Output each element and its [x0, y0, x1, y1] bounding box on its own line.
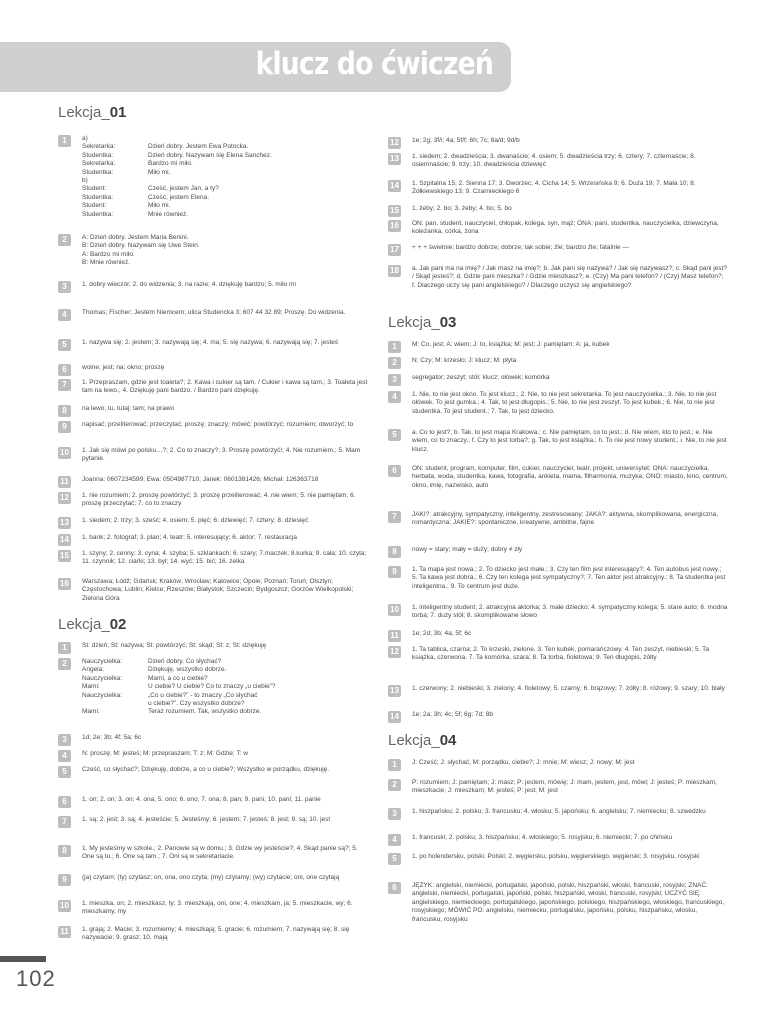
exercise: [58, 281, 370, 289]
exercise-number: 9: [58, 421, 71, 433]
exercise-number: 10: [58, 900, 71, 912]
exercise-answer: nowy = stary; mały = duży; dobry ≠ zły: [412, 546, 523, 553]
exercise-number: 16: [58, 578, 71, 590]
exercise: [388, 834, 728, 842]
exercise-answer: a. Co to jest?; b. Tak, to jest mapa Krakowa.; c. Nie pamiętam, co to jest.; d. Nie wiem, kto to jest.; e. Nie wiem, co to znaczy.; f. Czy to jest torba?; g. Tak, to jest książka.; h. To nie jest nowy student.; i. Nie, to nie jest klucz.: [412, 429, 727, 453]
exercise: [58, 364, 370, 372]
exercise: [388, 391, 728, 416]
exercise: [388, 374, 728, 382]
exercise-answer: 1. czerwony; 2. niebieski; 3. zielony; 4. fioletowy; 5. czarny; 6. brązowy; 7. żółty; 8. różowy; 9. szary; 10. biały: [412, 685, 725, 692]
exercise-answer: 1. Nie, to nie jest okno. To jest klucz.; 2. Nie, to nie jest sekretarka. To jest nauczycielka.; 3. Nie, to nie jest ołówek. To jest gumka.; 4. Tak, to jest długopis.; 5. Nie, to nie jest zeszyt. To jest kubek.; 6. Nie, to nie jest studentka. To jest student.; 7. Tak, to jest dziecko.: [412, 391, 717, 415]
exercise: [58, 379, 370, 396]
exercise-answer: wolne; jest; na; okno; proszę: [82, 364, 165, 371]
exercise-answer: 1. inteligentny student; 2. atrakcyjna aktorka; 3. małe dziecko; 4. sympatyczny kolega; 5. stare auto; 6. modna torba; 7. duży stół; 8. skomplikowane słowo: [412, 604, 728, 620]
exercise-answer: na lewo; tu, tutaj; tam; na prawo: [82, 405, 175, 412]
exercise-answer: 1. żeby; 2. bo; 3. żeby; 4. bo; 5. bo: [412, 205, 512, 212]
exercise: [58, 447, 370, 464]
exercise-answer: JAKI?: atrakcyjny, sympatyczny, inteligentny, zestresowany; JAKA?: aktywna, skomplikowana, energiczna, romantyczna; JAKIE?: spontaniczne, kreatywne, ambitne, fajne: [412, 511, 718, 527]
exercise-number: 17: [388, 244, 401, 256]
exercise-answer: ON: student, program, komputer, film, cukier, nauczyciel, teatr, projekt, uniwersytet; ONA: nauczycielka, herbata, woda, studentka, kawa, fotografia, ankieta, mama, filharmonia, muzyka; ONO: miasto, kino, centrum, okno, imię, nazwisko, auto: [412, 465, 728, 489]
exercise-number: 4: [58, 309, 71, 321]
exercise: [388, 220, 728, 237]
exercise: [58, 135, 370, 219]
exercise: [58, 309, 370, 317]
exercise-number: 3: [388, 374, 401, 386]
exercise-answer: 1. szyny; 2. cenny; 3. cyna; 4. szyba; 5. szklankach; 6. szary; 7.maczek; 8.kurka; 9. cała; 10. czyta; 11. czynnik; 12. ciarki; 13. był; 14. wyć; 15. bić; 16. żelka: [82, 550, 367, 566]
lesson-03-heading: Lekcja_03: [388, 314, 457, 331]
exercise-number: 5: [58, 339, 71, 351]
exercise-number: 12: [58, 492, 71, 504]
exercise: [388, 465, 728, 490]
exercise-answer: 1. nie rozumiem; 2. proszę powtórzyć; 3. proszę przeliterować; 4. nie wiem; 5. nie pamiętam; 6. proszę przeczytać; 7. co to znaczy: [82, 492, 356, 508]
exercise-answer: (ja) czytam; (ty) czytasz; on, ona, ono czyta; (my) czytamy; (wy) czytacie; oni, one czytają: [82, 874, 340, 881]
exercise-answer: 1. bank; 2. fotograf; 3. plan; 4. teatr; 5. interesujący; 6. aktor; 7. restauracja: [82, 534, 297, 541]
exercise-answer: napisać; przeliterować; przeczytać; proszę; znaczy; mówić; powtórzyć; rozumiem; otworzyć; to: [82, 421, 354, 428]
exercise-number: 2: [388, 357, 401, 369]
exercise: [388, 882, 728, 924]
exercise-number: 18: [388, 265, 401, 277]
exercise-number: 9: [388, 566, 401, 578]
exercise-number: 11: [388, 630, 401, 642]
exercise: [58, 405, 370, 413]
exercise-answer: 1. po holendersku, polski. Polski; 2. węgiersku, polsku, węgierskiego, węgierski; 3. rosyjsku, rosyjski: [412, 853, 700, 860]
exercise-answer: 1. siedem; 2. dwadzieścia; 3. dwanaście; 4. osiem; 5. dwadzieścia trzy; 6. cztery; 7. czternaście; 8. osiemnaście; 9. trzy; 10. dwadzieścia dziewięć: [412, 153, 696, 169]
exercise-number: 7: [58, 379, 71, 391]
exercise: [388, 630, 728, 638]
exercise: [388, 566, 728, 591]
exercise: [388, 265, 728, 290]
exercise-answer: 1e; 2d; 3b; 4a; 5f; 6c: [412, 630, 472, 637]
exercise-number: 1: [388, 341, 401, 353]
exercise-answer: N: proszę; M: jesteś; M: przepraszam; T: z; M: Gdzie; T: w: [82, 750, 248, 757]
exercise: [388, 646, 728, 663]
exercise-answer: 1. są; 2. jest; 3. są; 4. jesteście; 5. Jesteśmy; 6. jestem; 7. jesteś; 8. jest; 9. są; 10. jest: [82, 816, 331, 823]
exercise-number: 5: [388, 853, 401, 865]
exercise-number: 15: [58, 550, 71, 562]
exercise-answer: 1e; 2a; 3h; 4c; 5f; 6g; 7d; 8b: [412, 711, 493, 718]
exercise-number: 2: [388, 779, 401, 791]
exercise-answer: 1. nazywa się; 2. jestem; 3. nazywają się; 4. ma; 5. się nazywa; 6. nazywają się; 7. jesteś: [82, 339, 339, 346]
exercise: [58, 796, 370, 804]
exercise: [58, 492, 370, 509]
exercise: [58, 476, 370, 484]
exercise-number: 4: [388, 391, 401, 403]
lesson-01-heading: Lekcja_01: [58, 104, 127, 121]
exercise-answer: 1. My jesteśmy w szkole.; 2. Panowie są w domu.; 3. Gdzie wy jesteście?; 4. Skąd panie są?; 5. One są tu.; 6. One są tam.; 7. Oni są w sekretariacie.: [82, 845, 358, 861]
exercise: [58, 658, 370, 717]
exercise-answer: A: Dzień dobry. Jestem Maria Benini. B: Dzień dobry. Nazywam się Uwe Stein. A: Bardzo mi miło. B: Mnie również.: [82, 234, 200, 267]
exercise-number: 13: [58, 517, 71, 529]
exercise-number: 1: [388, 759, 401, 771]
exercise-number: 6: [388, 465, 401, 477]
exercise-number: 2: [58, 658, 71, 670]
exercise-number: 11: [58, 926, 71, 938]
exercise-answer: 1. Jak się mówi po polsku…?; 2. Co to znaczy?; 3. Proszę powtórzyć!; 4. Nie rozumiem.; 5. Mam pytanie.: [82, 447, 361, 463]
exercise: [58, 874, 370, 882]
banner-title: klucz do ćwiczeń: [255, 46, 493, 82]
exercise-number: 9: [58, 874, 71, 886]
exercise: [58, 550, 370, 567]
exercise-number: 8: [58, 845, 71, 857]
exercise-answer: 1. mieszka, on; 2. mieszkasz, ty; 3. mieszkają, oni, one; 4. mieszkam, ja; 5. mieszkacie, wy; 6. mieszkamy, my: [82, 900, 353, 916]
exercise-answer: 1. Przepraszam, gdzie jest toaleta?; 2. Kawa i cukier są tam. / Cukier i kawa są tam.; 3. Toaleta jest tam na lewo.; 4. Dziękuję pani bardzo. / Bardzo pani dziękuję.: [82, 379, 368, 395]
exercise-number: 14: [388, 180, 401, 192]
exercise-number: 6: [58, 796, 71, 808]
lesson-04-heading: Lekcja_04: [388, 732, 457, 749]
exercise: [58, 845, 370, 862]
exercise-number: 16: [388, 220, 401, 232]
exercise: [388, 808, 728, 816]
exercise-number: 2: [58, 234, 71, 246]
exercise-number: 5: [388, 429, 401, 441]
exercise: [58, 339, 370, 347]
footer-bar: [0, 956, 46, 962]
exercise-number: 13: [388, 685, 401, 697]
exercise: [388, 759, 728, 767]
exercise-answer: a. Jak pani ma na imię? / Jak masz na imię?; b. Jak pani się nazywa? / Jak się nazywasz?; c. Skąd pani jest? / Skąd jesteś?; d. Gdzie pani mieszka? / Gdzie mieszkasz?; e. (Czy) Ma pani telefon? / (Czy) Masz telefon?; f. Dlaczego uczy się pani angielskiego? / Dlaczego uczysz się angielskiego?: [412, 265, 728, 289]
exercise: [58, 534, 370, 542]
exercise-answer: St: dzień; St: nazywa; St: powtórzyć; St: skąd; St: z; St: dziękuję: [82, 642, 267, 649]
exercise-answer: a) Sekretarka: Dzień dobry. Jestem Ewa Potocka. Studentka: Dzień dobry. Nazywam się Elena Sanchez. Sekretarka: Bardzo mi miło. Studentka: Miło mi. b) Student: Cześć, jestem Jan, a ty? Studentka: Cześć, jestem Elena. Student: Miło mi. Studentka: Mnie również.: [82, 135, 272, 218]
exercise: [58, 926, 370, 943]
exercise: [388, 180, 728, 197]
exercise-answer: 1. grają; 2. Macie; 3. rozumiemy; 4. mieszkają; 5. gracie; 6. rozumiem; 7. nazywają się; 8. się nazywacie; 9. grasz; 10. mają: [82, 926, 350, 942]
exercise: [388, 711, 728, 719]
exercise: [58, 234, 370, 268]
exercise-number: 13: [388, 153, 401, 165]
exercise-number: 6: [58, 364, 71, 376]
exercise-answer: 1. Szpitalna 15; 2. Sienna 17; 3. Dworzec; 4. Cicha 14; 5. Wrzesińska 9; 6. Duża 19; 7. Mała 10; 8. Żółkiewskiego 13; 9. Czarnieckiego 6: [412, 180, 696, 196]
exercise-number: 7: [388, 511, 401, 523]
exercise-number: 3: [58, 281, 71, 293]
exercise-answer: N: Czy; M: krzesło; J: klucz; M: płyta: [412, 357, 517, 364]
exercise: [388, 511, 728, 528]
exercise-answer: + + + świetnie; bardzo dobrze; dobrze; tak sobie; źle; bardzo źle; fatalnie —: [412, 244, 629, 251]
exercise-number: 15: [388, 205, 401, 217]
exercise: [388, 604, 728, 621]
exercise-answer: 1. Ta tablica, czarna; 2. To krzesło, zielone. 3. Ten kubek, pomarańczowy. 4. Ten zeszyt, niebieski; 5. Ta książka, czerwona. 7. Ta komórka, szara; 8. Ta torba, fioletowa; 9. Ten długopis, żółty: [412, 646, 709, 662]
lesson-02-heading: Lekcja_02: [58, 616, 127, 633]
exercise-answer: 1e; 2g; 3f/i; 4a; 5f/f; 6h; 7c; 8a/d; 9d/b: [412, 137, 520, 144]
exercise-number: 10: [58, 447, 71, 459]
exercise-number: 4: [58, 750, 71, 762]
exercise-number: 3: [58, 734, 71, 746]
exercise: [388, 205, 728, 213]
exercise: [58, 816, 370, 824]
exercise: [58, 642, 370, 650]
exercise-number: 1: [58, 135, 71, 147]
exercise-answer: M: Co, jest; A: wiem; J: to, książka; M: jest; J: pamiętam; A: ja, kubek: [412, 341, 610, 348]
exercise: [388, 137, 728, 145]
exercise: [388, 546, 728, 554]
exercise-answer: Warszawa; Łódź; Gdańsk; Kraków; Wrocław; Katowice; Opole; Poznań; Toruń; Olsztyn; Częstochowa; Lublin; Kielce; Rzeszów; Białystok; Szczecin; Bydgoszcz; Gorzów Wielkopolski; Zielona Góra: [82, 578, 354, 602]
exercise-number: 4: [388, 834, 401, 846]
exercise: [58, 421, 370, 429]
exercise: [388, 244, 728, 252]
exercise-answer: Cześć, co słychać?; Dziękuję, dobrze, a co u ciebie?; Wszystko w porządku, dziękuję.: [82, 766, 330, 773]
exercise-number: 10: [388, 604, 401, 616]
section-banner: [0, 42, 511, 92]
exercise: [388, 685, 728, 693]
exercise-answer: 1. dobry wieczór, 2. do widzenia; 3. na razie; 4. dziękuję bardzo; 5. miło mi: [82, 281, 296, 288]
exercise-answer: 1. Ta mapa jest nowa.; 2. To dziecko jest małe.; 3. Czy ten film jest interesujący?; 4. Ten autobus jest nowy.; 5. Ta kawa jest dobra.; 6. Czy ten kolega jest sympatyczny?; 7. Ten aktor jest atrakcyjny.; 8. Ta studentka jest inteligentna.; 9. To centrum jest duże.: [412, 566, 726, 590]
exercise-number: 8: [58, 405, 71, 417]
exercise-answer: ON: pan, student, nauczyciel, chłopak, kolega, syn, mąż; ONA: pani, studentka, nauczycielka, dziewczyna, koleżanka, córka, żona: [412, 220, 719, 236]
exercise-answer: 1. hiszpańsku; 2. polsku; 3. francusku; 4. włosku; 5. japońsku; 6. angielsku; 7. niemiecku; 8. szwedzku: [412, 808, 706, 815]
exercise: [58, 900, 370, 917]
exercise-answer: Thomas; Fischer; Jestem Niemcem; ulica Studencka 3; 607 44 32 89; Proszę. Do widzenia.: [82, 309, 346, 316]
exercise: [388, 853, 728, 861]
exercise: [388, 429, 728, 454]
exercise-number: 14: [58, 534, 71, 546]
exercise: [388, 153, 728, 170]
exercise-answer: Joanna: 0607234599; Ewa: 0504987710; Janek: 0601381426; Michał: 126363718: [82, 476, 319, 483]
exercise-number: 8: [388, 546, 401, 558]
exercise-answer: segregator; zeszyt; stół; klucz; ołówek; komórka: [412, 374, 550, 381]
exercise: [388, 341, 728, 349]
exercise-number: 1: [58, 642, 71, 654]
exercise-number: 7: [58, 816, 71, 828]
exercise-number: 3: [388, 808, 401, 820]
exercise-answer: J: Cześć; J: słychać; M: porządku, ciebie?; J: mnie; M: wiesz; J: nowy; M: jest: [412, 759, 635, 766]
exercise-number: 11: [58, 476, 71, 488]
exercise: [58, 750, 370, 758]
exercise-answer: 1. francuski; 2. polsku; 3. hiszpańsku; 4. włoskiego; 5. rosyjsku; 6. niemiecki; 7. po chińsku: [412, 834, 673, 841]
exercise: [388, 357, 728, 365]
exercise-number: 12: [388, 137, 401, 149]
exercise: [58, 578, 370, 603]
exercise-answer: 1. siedem; 2. trzy; 3. sześć; 4. osiem; 5. pięć; 6. dziewięć; 7. cztery; 8. dziesięć: [82, 517, 309, 524]
exercise-answer: 1. on; 2. on; 3. on; 4. ona; 5. ono; 6. ono; 7. ona; 8. pan; 9. pani; 10. pani; 11. panie: [82, 796, 321, 803]
exercise: [58, 766, 370, 774]
exercise-answer: 1d; 2e; 3b; 4f; 5a; 6c: [82, 734, 142, 741]
exercise-answer: P: rozumiem; J: pamiętam; J: masz; P: jestem, mówię; J: mam, jestem, jest, mówi; J: jesteś; P: mieszkam, mieszkacie; J: mieszkam; M: jesteś; P: jest; M: jest: [412, 779, 717, 795]
page-number: 102: [16, 966, 56, 991]
exercise: [388, 779, 728, 796]
exercise-number: 5: [58, 766, 71, 778]
exercise-number: 6: [388, 882, 401, 894]
exercise: [58, 734, 370, 742]
exercise-number: 12: [388, 646, 401, 658]
exercise-answer: JĘZYK: angielski, niemiecki, portugalski, japoński, polski, hiszpański, włoski, francuski, rosyjski; ZNAĆ: angielski, niemiecki, portugalski, japoński, polski, hiszpański, włoski, francuski, rosyjski; UCZYĆ SIĘ: angielskiego, niemieckiego, portugalskiego, japońskiego, polskiego, hiszpańskiego, włoskiego, francuskiego, rosyjskiego; MÓWIĆ PO: angielsku, niemiecku, portugalsku, japońsku, polsku, hiszpańsku, włosku, francusku, rosyjsku: [412, 882, 725, 923]
exercise: [58, 517, 370, 525]
exercise-answer: Nauczycielka: Dzień dobry. Co słychać? Angela: Dziękuję, wszystko dobrze. Nauczycielka: Mami, a co u ciebie? Mami: U ciebie? U ciebie? Co to znaczy „u ciebie”? Nauczycielka: „Co u ciebie?” - to znaczy „Co słychać u ciebie?”. Czy wszystko dobrze? Mami: Teraz rozumiem. Tak, wszystko dobrze.: [82, 658, 276, 716]
exercise-number: 14: [388, 711, 401, 723]
